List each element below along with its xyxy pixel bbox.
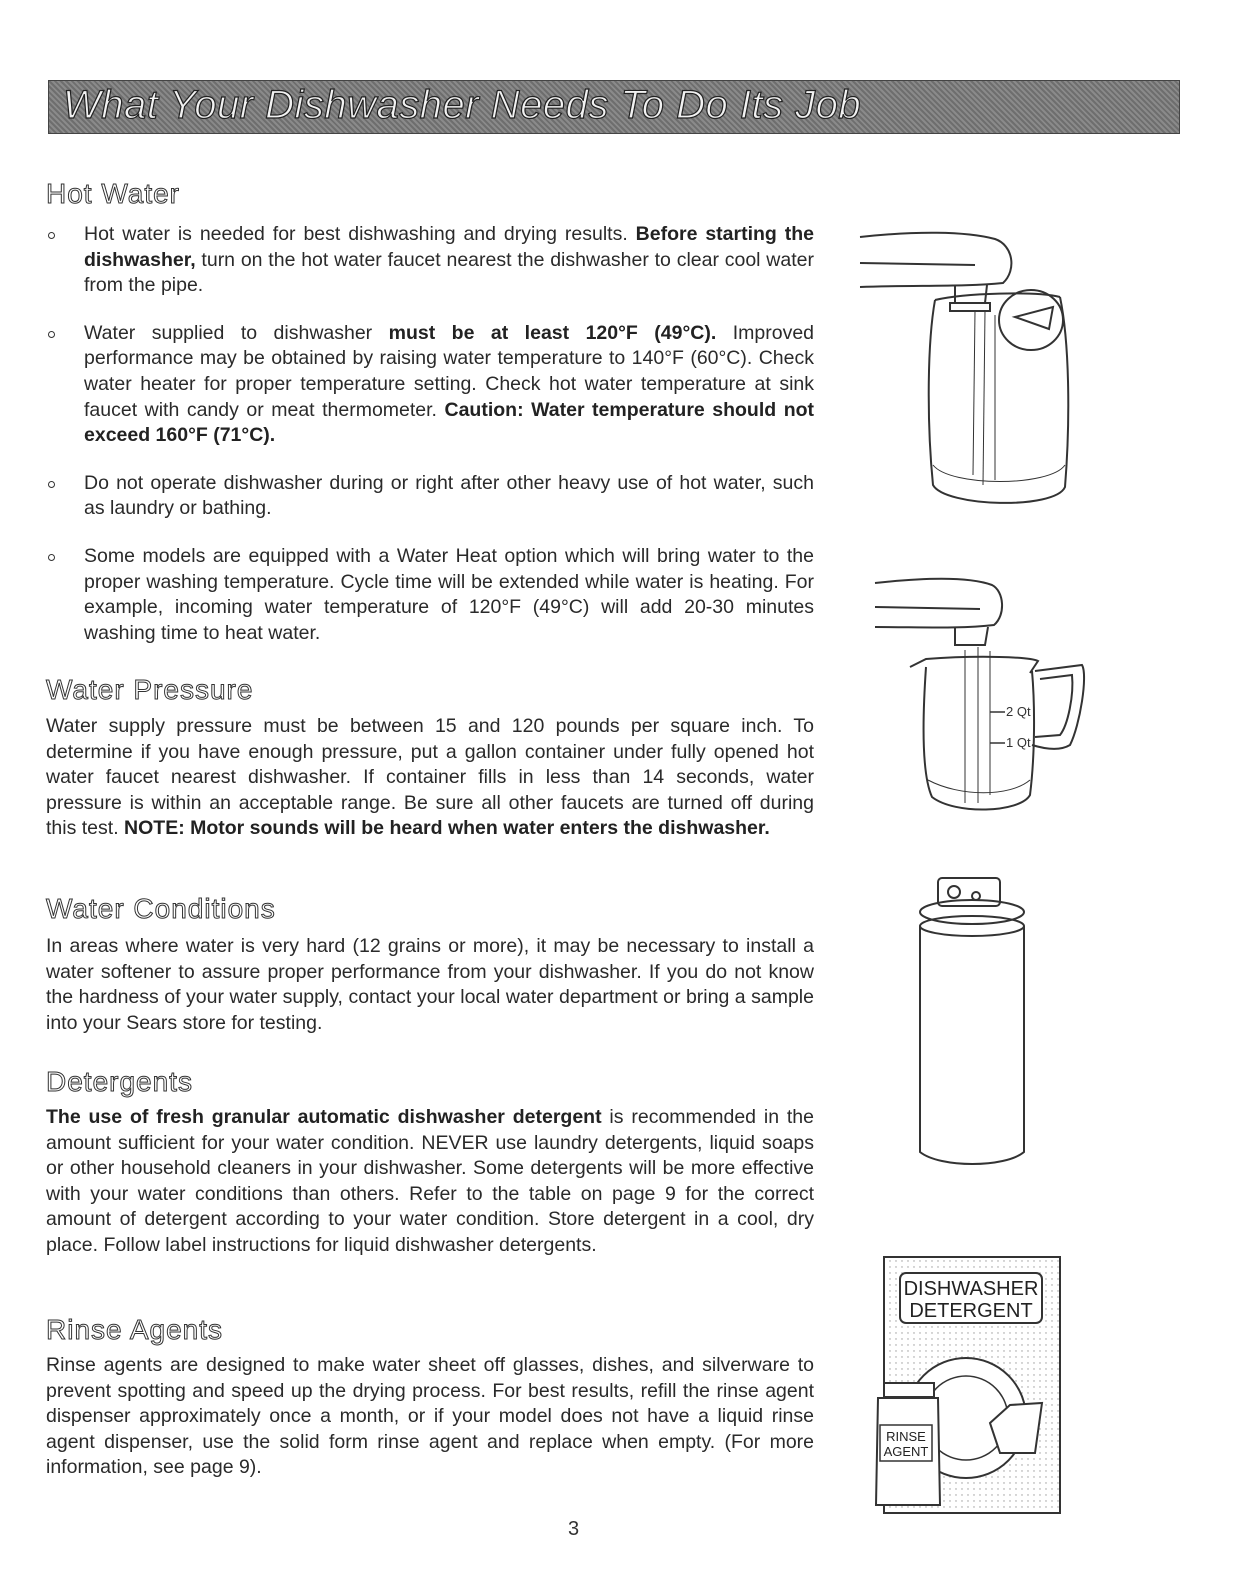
heading-water-pressure: Water Pressure [46,674,254,705]
section-hot-water [46,222,814,668]
list-item: Some models are equipped with a Water Heat option which will bring water to the proper washing temperature. Cycle time will be extended while water is heating. For example, incoming water temperature of 120°F (49°C) will add 20-30 minutes washing time to heat water. [46,544,814,646]
faucet-measuring-cup-illustration [870,575,1095,820]
water-conditions-text: In areas where water is very hard (12 grains or more), it may be necessary to install a water softener to assure proper performance from your dishwasher. If you do not know the hardness of your water supply, contact your local water department or bring a sample into your Sears store for testing. [46,935,814,1034]
page-number: 3 [568,1518,580,1540]
rinse-agents-text: Rinse agents are designed to make water sheet off glasses, dishes, and silverware to prevent spotting and speed up the drying process. For best results, refill the rinse agent dispenser approximately once a month, or if your model does not have a liquid rinse agent dispenser, use the solid form rinse agent and replace when empty. (For more information, see page 9). [46,1354,814,1479]
heading-hot-water: Hot Water [46,178,180,209]
box-label-line2: DETERGENT [909,1300,1033,1322]
section-water-conditions [46,934,814,1036]
bottle-label-line2: AGENT [883,1444,929,1459]
faucet-glass-thermometer-illustration [855,225,1095,525]
detergents-text: The use of fresh granular automatic dishwasher detergent is recommended in the amount sufficient for your water condition. NEVER use laundry detergents, liquid soaps or other household cleaners in your dishwasher. Some detergents will be more effective with your water conditions than others. Refer to the table on page 9 for the correct amount of detergent according to your water condition. Store detergent in a cool, dry place. Follow label instructions for liquid dishwasher detergents. [46,1106,814,1256]
list-item: Do not operate dishwasher during or right after other heavy use of hot water, such as laundry or bathing. [46,471,814,522]
section-rinse-agents [46,1353,814,1481]
heading-rinse-agents: Rinse Agents [46,1314,223,1345]
hot-water-list [46,222,814,646]
cup-label-1qt: 1 Qt [1006,735,1031,750]
water-pressure-text: Water supply pressure must be between 15 and 120 pounds per square inch. To determine if you have enough pressure, put a gallon container under fully opened hot water faucet nearest dishwasher. If container fills in less than 14 seconds, water pressure is within an acceptable range. Be sure all other faucets are turned off during this test. NOTE: Motor sounds will be heard when water enters the dishwasher. [46,715,814,840]
heading-detergents: Detergents [46,1066,193,1097]
detergent-box-illustration [870,1253,1065,1518]
heading-water-conditions: Water Conditions [46,893,276,924]
bottle-label-line1: RINSE [886,1429,926,1444]
cup-label-2qt: 2 Qt [1006,704,1031,719]
title-banner [48,80,1180,134]
box-label-line1: DISHWASHER [903,1278,1039,1300]
list-item: Water supplied to dishwasher must be at least 120°F (49°C). Improved performance may be obtained by raising water temperature to 140°F (60°C). Check water heater for proper temperature setting. Check hot water temperature at sink faucet with candy or meat thermometer. Caution: Water temperature should not exceed 160°F (71°C). [46,321,814,449]
water-softener-illustration [910,870,1035,1170]
section-water-pressure [46,714,814,842]
page-title: What Your Dishwasher Needs To Do Its Job [63,83,862,127]
list-item: Hot water is needed for best dishwashing and drying results. Before starting the dishwasher, turn on the hot water faucet nearest the dishwasher to clear cool water from the pipe. [46,222,814,299]
section-detergents [46,1105,814,1259]
